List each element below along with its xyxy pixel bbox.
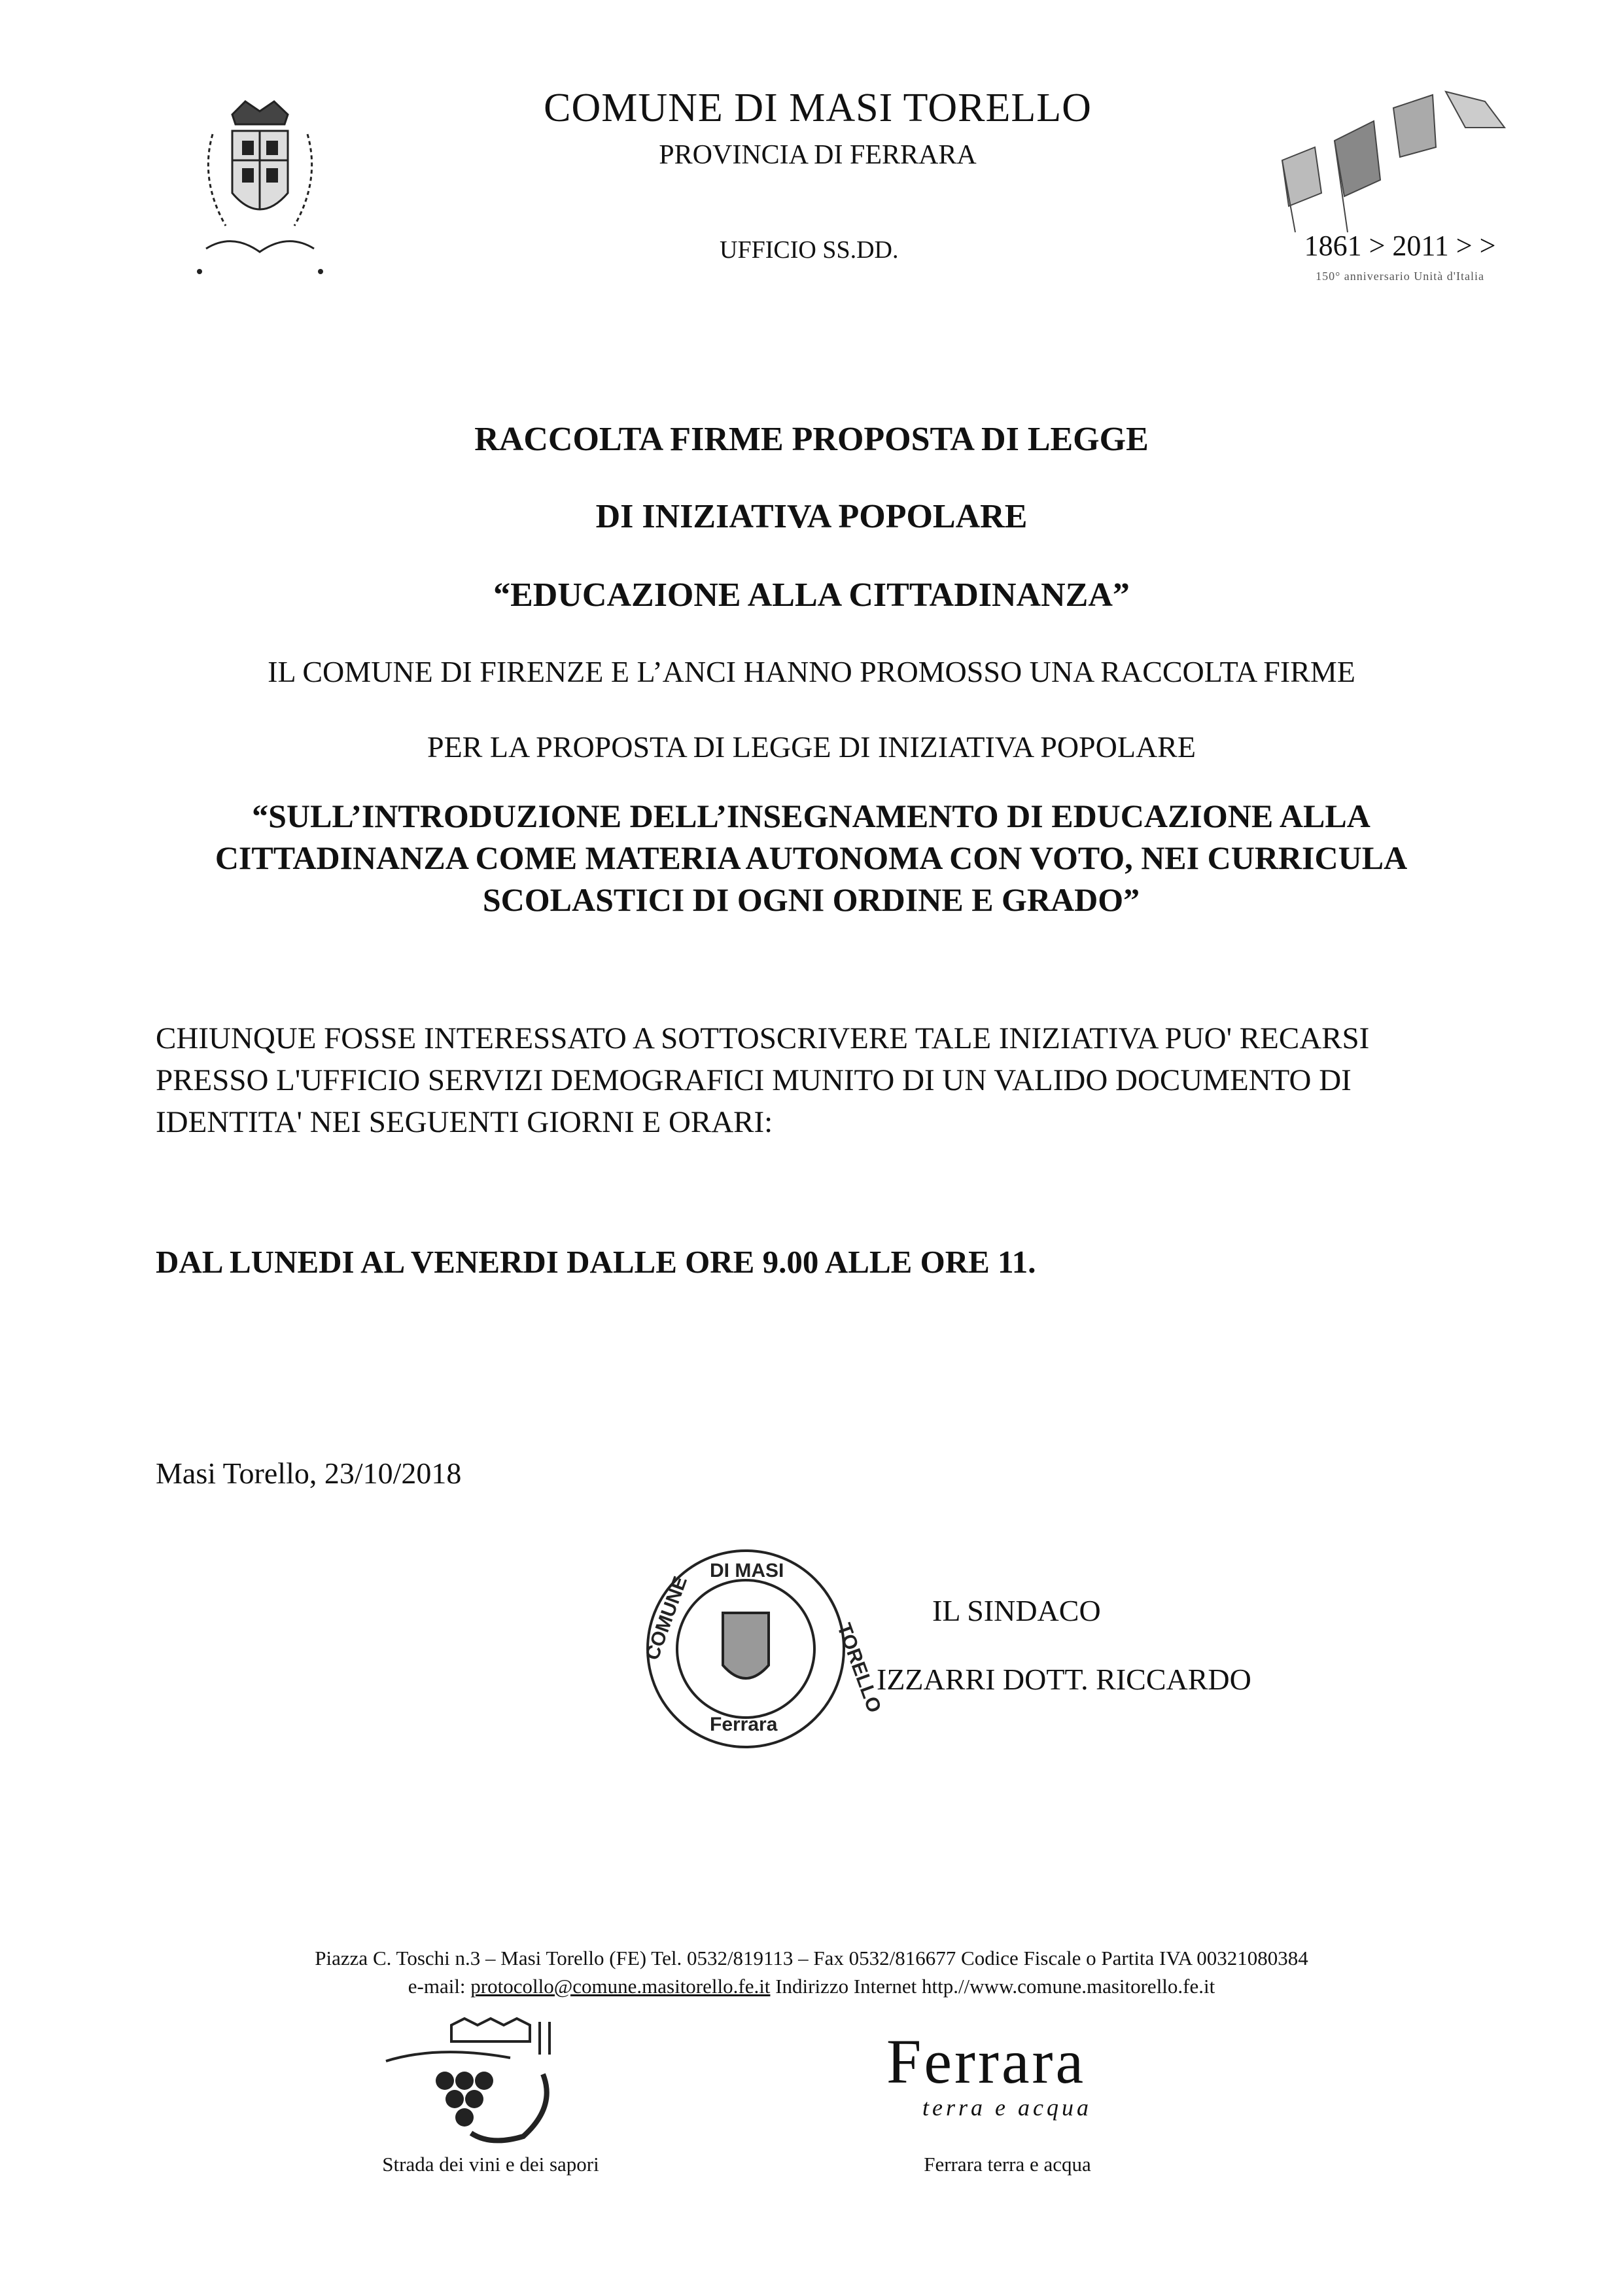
office-name: UFFICIO SS.DD.	[720, 236, 899, 264]
svg-text:DI MASI: DI MASI	[710, 1560, 784, 1581]
body-paragraph	[156, 1017, 1497, 1143]
document-title-line-1: RACCOLTA FIRME PROPOSTA DI LEGGE	[474, 421, 1149, 458]
municipal-crest-logo	[186, 95, 334, 285]
body-line-1: CHIUNQUE FOSSE INTERESSATO A SOTTOSCRIVERE TALE INIZIATIVA PUO' RECARSI	[156, 1021, 1370, 1055]
official-stamp	[631, 1541, 886, 1757]
mayor-name: IZZARRI DOTT. RICCARDO	[877, 1663, 1251, 1696]
wine-road-caption: Strada dei vini e dei sapori	[382, 2153, 599, 2176]
law-title-line-3: SCOLASTICI DI OGNI ORDINE E GRADO”	[482, 881, 1140, 918]
footer-contacts	[0, 1975, 1623, 1998]
email-label: e-mail:	[408, 1975, 466, 1998]
body-line-3: IDENTITA' NEI SEGUENTI GIORNI E ORARI:	[156, 1105, 773, 1139]
province-name: PROVINCIA DI FERRARA	[659, 140, 977, 170]
law-proposal-title	[164, 795, 1459, 921]
promotion-line-2: PER LA PROPOSTA DI LEGGE DI INIZIATIVA POPOLARE	[427, 730, 1196, 764]
anniversary-flags-logo	[1269, 82, 1518, 232]
anniversary-subtitle: 150° anniversario Unità d'Italia	[1316, 270, 1484, 283]
email-link[interactable]: protocollo@comune.masitorello.fe.it	[470, 1975, 771, 1998]
law-title-line-2: CITTADINANZA COME MATERIA AUTONOMA CON VOTO, NEI CURRICULA	[215, 839, 1408, 876]
svg-text:Ferrara: Ferrara	[710, 1714, 778, 1735]
internet-address: Indirizzo Internet http.//www.comune.masitorello.fe.it	[775, 1975, 1215, 1998]
ferrara-caption: Ferrara terra e acqua	[924, 2153, 1091, 2176]
footer-address: Piazza C. Toschi n.3 – Masi Torello (FE) Tel. 0532/819113 – Fax 0532/816677 Codice Fiscale o Partita IVA 00321080384	[315, 1947, 1308, 1969]
schedule-text: DAL LUNEDI AL VENERDI DALLE ORE 9.00 ALLE ORE 11.	[156, 1244, 1036, 1280]
anniversary-years: 1861 > 2011 > >	[1304, 230, 1496, 262]
document-title-line-3: “EDUCAZIONE ALLA CITTADINANZA”	[493, 576, 1130, 614]
promotion-line-1: IL COMUNE DI FIRENZE E L’ANCI HANNO PROMOSSO UNA RACCOLTA FIRME	[268, 655, 1355, 688]
svg-text:TORELLO: TORELLO	[833, 1620, 886, 1716]
body-line-2: PRESSO L'UFFICIO SERVIZI DEMOGRAFICI MUNITO DI UN VALIDO DOCUMENTO DI	[156, 1063, 1352, 1097]
ferrara-logo-script: terra e acqua	[922, 2094, 1092, 2121]
law-title-line-1: “SULL’INTRODUZIONE DELL’INSEGNAMENTO DI EDUCAZIONE ALLA	[252, 798, 1370, 834]
ferrara-logo: Ferrara	[886, 2026, 1087, 2096]
place-and-date: Masi Torello, 23/10/2018	[156, 1457, 462, 1490]
wine-road-logo	[379, 2015, 595, 2146]
municipality-name: COMUNE DI MASI TORELLO	[544, 86, 1092, 130]
svg-text:COMUNE: COMUNE	[641, 1573, 692, 1663]
document-title-line-2: DI INIZIATIVA POPOLARE	[595, 498, 1028, 535]
mayor-title: IL SINDACO	[932, 1594, 1101, 1627]
